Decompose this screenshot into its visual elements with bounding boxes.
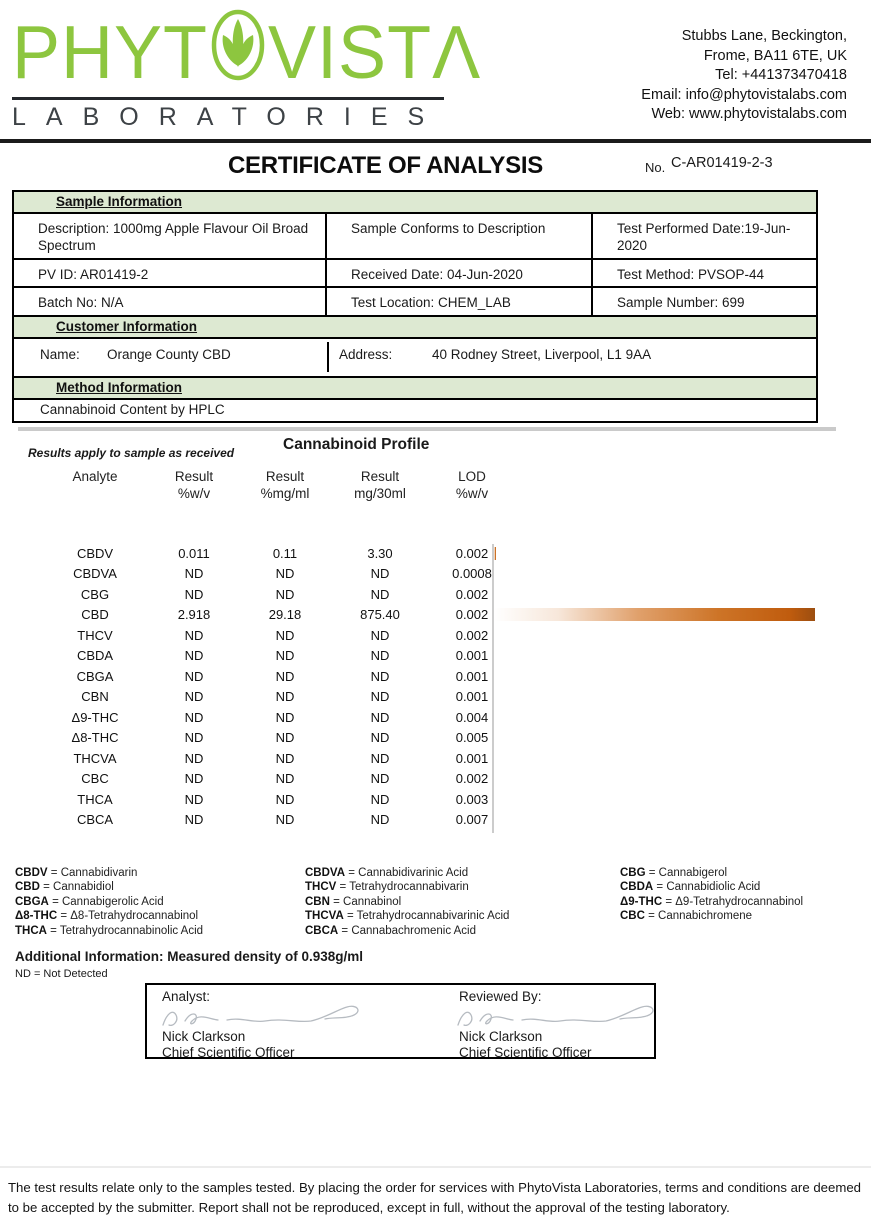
profile-cell-lod: 0.002 [455,545,489,561]
profile-cell-analyte: CBD [81,607,109,623]
profile-cell-pct_wv: ND [184,812,204,828]
legend-column [15,866,305,938]
contact-telephone: Tel: +441373470418 [715,67,847,83]
profile-cell-pct_mgml: 0.11 [272,545,298,561]
profile-title: Cannabinoid Profile [283,436,430,453]
legend-column [620,866,860,938]
profile-row [40,584,516,605]
profile-cell-pct_wv: ND [184,689,204,705]
legend-item: CBC = Cannabichromene [620,910,753,923]
profile-row [40,769,516,790]
profile-cell-pct_mgml: ND [275,566,295,582]
profile-cell-pct_mgml: ND [275,689,295,705]
profile-cell-pct_mgml: ND [275,750,295,766]
legend-item: Δ8-THC = Δ8-Tetrahydrocannabinol [15,910,199,923]
profile-rows [40,543,516,830]
profile-cell-pct_mgml: ND [275,627,295,643]
column-header-result-mg30ml: Result mg/30ml [354,469,406,501]
contact-address-line2: Frome, BA11 6TE, UK [703,47,847,64]
profile-cell-pct_mgml: ND [275,648,295,664]
profile-cell-pct_wv: 0.011 [178,545,210,561]
method-information-box [12,376,818,423]
profile-cell-analyte: THCV [77,627,113,643]
legend-item: CBGA = Cannabigerolic Acid [15,895,164,908]
profile-cell-analyte: Δ8-THC [71,730,119,746]
profile-cell-pct_wv: 2.918 [177,607,211,623]
profile-cell-pct_mgml: ND [275,709,295,725]
profile-cell-pct_mgml: ND [275,668,295,684]
profile-row [40,564,516,585]
customer-info-row [14,339,816,377]
profile-cell-mg_30ml: ND [370,627,390,643]
profile-row [40,625,516,646]
analyst-name: Nick Clarkson [162,1029,246,1044]
profile-cell-pct_mgml: ND [275,791,295,807]
legend-item: CBCA = Cannabachromenic Acid [305,924,476,937]
profile-chart [493,543,825,835]
certificate-no-label: No. [645,160,666,175]
column-header-lod: LOD %w/v [455,469,489,501]
sample-info-cell: Description: 1000mg Apple Flavour Oil Broad Spectrum [38,221,309,253]
contact-address-line1: Stubbs Lane, Beckington, [681,28,847,44]
contact-web: Web: www.phytovistalabs.com [651,106,847,122]
sample-information-heading: Sample Information [14,192,816,214]
method-value: Cannabinoid Content by HPLC [40,402,225,417]
profile-cell-pct_wv: ND [184,627,204,643]
profile-cell-analyte: CBGA [76,668,114,684]
analyst-job-title: Chief Scientific Officer [162,1045,295,1059]
profile-cell-analyte: CBG [80,586,110,602]
additional-information: Additional Information: Measured density of 0.938g/ml [15,949,364,964]
customer-address-value: 40 Rodney Street, Liverpool, L1 9AA [432,347,652,362]
nd-note: ND = Not Detected [15,968,108,980]
profile-cell-lod: 0.001 [455,648,489,664]
profile-cell-pct_mgml: 29.18 [268,607,302,623]
phytovista-logo [12,8,481,132]
profile-cell-analyte: CBCA [76,812,114,828]
profile-cell-pct_wv: ND [184,750,204,766]
profile-cell-lod: 0.002 [455,586,489,602]
column-header-result-mgml: Result %mg/ml [260,469,310,501]
customer-divider [327,342,329,372]
sample-info-cell: Test Method: PVSOP-44 [591,258,816,286]
sample-info-cell: Test Performed Date:19-Jun-2020 [591,214,816,258]
logo-text-part3: Λ [432,10,482,95]
profile-row [40,707,516,728]
legend-column [305,866,620,938]
profile-cell-pct_mgml: ND [275,586,295,602]
profile-row [40,789,516,810]
sample-info-cell: Sample Conforms to Description [325,214,591,258]
legend-item: CBN = Cannabinol [305,895,402,908]
profile-cell-lod: 0.005 [455,730,489,746]
profile-cell-lod: 0.001 [455,750,489,766]
profile-cell-lod: 0.003 [455,791,489,807]
profile-cell-analyte: THCVA [73,750,117,766]
profile-cell-lod: 0.002 [455,607,489,623]
profile-row [40,810,516,831]
profile-cell-pct_wv: ND [184,730,204,746]
sample-info-cell: PV ID: AR01419-2 [14,258,325,286]
customer-information-heading: Customer Information [14,317,816,339]
profile-cell-analyte: CBDVA [73,566,117,582]
profile-cell-analyte: CBN [81,689,109,705]
sample-info-cell: Batch No: N/A [14,286,325,315]
profile-note: Results apply to sample as received [28,446,235,460]
legend-item: CBG = Cannabigerol [620,867,728,879]
logo-wordmark [12,8,481,97]
section-divider [18,427,836,431]
profile-cell-pct_wv: ND [184,668,204,684]
profile-cell-lod: 0.004 [455,709,489,725]
profile-cell-pct_wv: ND [184,709,204,725]
chart-axis [492,544,494,833]
profile-cell-lod: 0.002 [455,771,489,787]
profile-cell-lod: 0.001 [455,689,489,705]
abbreviation-legend [15,866,860,938]
footer-disclaimer: The test results relate only to the samples tested. By placing the order for services with PhytoVista Laboratories, terms and conditions are deemed to be accepted by the submitter. Report shall not be reproduced, except in full, without the approval of the testing laboratory. [8,1180,861,1215]
profile-cell-pct_wv: ND [184,648,204,664]
sample-info-cell: Received Date: 04-Jun-2020 [325,258,591,286]
profile-cell-mg_30ml: ND [370,771,390,787]
profile-row [40,748,516,769]
legend-item: CBDVA = Cannabidivarinic Acid [305,867,469,879]
customer-name-label: Name: [40,347,80,362]
signature-box [145,983,656,1059]
sample-info-cell: Test Location: CHEM_LAB [325,286,591,315]
profile-cell-mg_30ml: ND [370,689,390,705]
column-header-analyte: Analyte [72,469,118,484]
profile-cell-mg_30ml: ND [370,668,390,684]
logo-subtitle: LABORATORIES [12,103,445,131]
profile-cell-analyte: CBC [81,771,109,787]
profile-cell-mg_30ml: 875.40 [360,607,400,623]
profile-column-headers [40,468,516,502]
profile-row [40,543,516,564]
legend-item: CBD = Cannabidiol [15,881,114,894]
logo-text-part1: PHYT [12,10,209,95]
profile-row [40,728,516,749]
profile-cell-pct_wv: ND [184,586,204,602]
customer-name-value: Orange County CBD [107,347,231,362]
profile-cell-pct_wv: ND [184,791,204,807]
profile-row [40,605,516,626]
column-header-result-wv: Result %w/v [174,469,214,501]
profile-cell-mg_30ml: ND [370,791,390,807]
profile-row [40,666,516,687]
profile-cell-mg_30ml: ND [370,709,390,725]
profile-cell-mg_30ml: ND [370,586,390,602]
reviewed-by-label: Reviewed By: [459,989,542,1004]
profile-cell-lod: 0.001 [455,668,489,684]
leaf-icon [210,8,266,97]
profile-cell-mg_30ml: ND [370,730,390,746]
profile-cell-analyte: CBDV [76,545,114,561]
profile-cell-pct_mgml: ND [275,771,295,787]
sample-info-grid [14,214,816,315]
header-rule [0,139,871,143]
footer-rule [0,1166,871,1168]
logo-divider [12,97,444,100]
logo-text-part2: VIST [268,10,433,95]
profile-cell-mg_30ml: ND [370,812,390,828]
profile-cell-analyte: Δ9-THC [71,709,119,725]
chart-bar-CBDV [494,547,496,560]
profile-cell-mg_30ml: ND [370,648,390,664]
legend-item: Δ9-THC = Δ9-Tetrahydrocannabinol [620,895,804,908]
customer-information-box [12,315,818,379]
customer-address-label: Address: [339,347,393,362]
legend-item: CBDV = Cannabidivarin [15,867,138,879]
legend-item: CBDA = Cannabidiolic Acid [620,881,761,894]
certificate-title: CERTIFICATE OF ANALYSIS [228,152,543,179]
legend-item: THCV = Tetrahydrocannabivarin [305,881,469,894]
method-information-heading: Method Information [14,378,816,400]
sample-info-cell: Sample Number: 699 [591,286,816,315]
reviewer-job-title: Chief Scientific Officer [459,1045,592,1059]
reviewer-name: Nick Clarkson [459,1029,543,1044]
profile-cell-analyte: THCA [77,791,113,807]
profile-row [40,687,516,708]
analyst-label: Analyst: [162,989,211,1004]
lab-contact-info [641,27,847,125]
certificate-number: C-AR01419-2-3 [671,155,773,171]
profile-cell-lod: 0.007 [455,812,489,828]
profile-row [40,646,516,667]
legend-item: THCVA = Tetrahydrocannabivarinic Acid [305,910,510,923]
legend-item: THCA = Tetrahydrocannabinolic Acid [15,924,204,937]
profile-cell-mg_30ml: 3.30 [367,545,393,561]
profile-cell-mg_30ml: ND [370,566,390,582]
sample-information-box [12,190,818,317]
profile-cell-lod: 0.0008 [452,566,492,582]
profile-cell-pct_wv: ND [184,771,204,787]
profile-cell-mg_30ml: ND [370,750,390,766]
chart-bar-CBD [494,608,815,621]
profile-cell-pct_mgml: ND [275,730,295,746]
profile-cell-pct_mgml: ND [275,812,295,828]
contact-email: Email: info@phytovistalabs.com [641,86,847,103]
profile-cell-analyte: CBDA [76,648,114,664]
profile-cell-pct_wv: ND [184,566,204,582]
profile-cell-lod: 0.002 [455,627,489,643]
